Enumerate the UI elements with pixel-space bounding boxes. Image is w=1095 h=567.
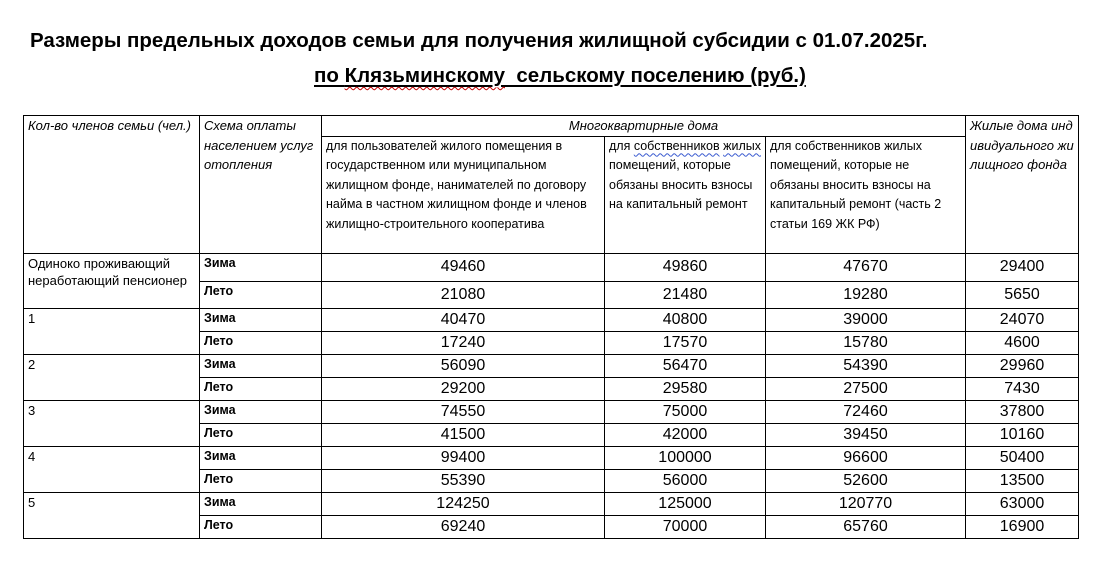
header-owners-obliged: для собственников жилых помещений, которые обязаны вносить взносы на капитальный ремонт: [605, 136, 766, 253]
table-row: [24, 446, 1079, 469]
value-cell: 27500: [766, 377, 966, 400]
subtitle-prefix: по: [314, 64, 345, 87]
season-cell: Лето: [200, 281, 322, 308]
header-row-1: [24, 116, 1079, 137]
value-cell: 17240: [322, 331, 605, 354]
value-cell: 54390: [766, 354, 966, 377]
value-cell: 65760: [766, 515, 966, 538]
value-cell: 120770: [766, 492, 966, 515]
value-cell: 17570: [605, 331, 766, 354]
value-cell: 41500: [322, 423, 605, 446]
value-cell: 15780: [766, 331, 966, 354]
value-cell: 125000: [605, 492, 766, 515]
value-cell: 49460: [322, 253, 605, 281]
table-row: [24, 492, 1079, 515]
value-cell: 56090: [322, 354, 605, 377]
table-row: [24, 308, 1079, 331]
season-cell: Зима: [200, 308, 322, 331]
value-cell: 21080: [322, 281, 605, 308]
page-title: Размеры предельных доходов семьи для получения жилищной субсидии с 01.07.2025г.: [30, 29, 928, 52]
value-cell: 13500: [966, 469, 1079, 492]
value-cell: 56000: [605, 469, 766, 492]
value-cell: 21480: [605, 281, 766, 308]
member-count-cell: Одиноко проживающий неработающий пенсионер: [24, 253, 200, 308]
value-cell: 40470: [322, 308, 605, 331]
value-cell: 50400: [966, 446, 1079, 469]
season-cell: Лето: [200, 331, 322, 354]
member-count-cell: 1: [24, 308, 200, 354]
header-scheme: Схема оплаты населением услуг отопления: [200, 116, 322, 254]
table-row: [24, 400, 1079, 423]
value-cell: 24070: [966, 308, 1079, 331]
value-cell: 29400: [966, 253, 1079, 281]
header-apartment-buildings: Многоквартирные дома: [322, 116, 966, 137]
value-cell: 7430: [966, 377, 1079, 400]
value-cell: 55390: [322, 469, 605, 492]
value-cell: 4600: [966, 331, 1079, 354]
value-cell: 10160: [966, 423, 1079, 446]
value-cell: 47670: [766, 253, 966, 281]
value-cell: 29200: [322, 377, 605, 400]
value-cell: 63000: [966, 492, 1079, 515]
table-row: [24, 354, 1079, 377]
value-cell: 5650: [966, 281, 1079, 308]
table-row: [24, 253, 1079, 281]
header-members: Кол-во членов семьи (чел.): [24, 116, 200, 254]
value-cell: 39450: [766, 423, 966, 446]
header-tenants: для пользователей жилого помещения в государственном или муниципальном жилищном фонде, нанимателей по договору найма в частном жилищном фонде и членов жилищно-строительного кооператива: [322, 136, 605, 253]
member-count-cell: 4: [24, 446, 200, 492]
season-cell: Зима: [200, 400, 322, 423]
value-cell: 19280: [766, 281, 966, 308]
member-count-cell: 5: [24, 492, 200, 538]
value-cell: 29960: [966, 354, 1079, 377]
value-cell: 100000: [605, 446, 766, 469]
season-cell: Лето: [200, 515, 322, 538]
season-cell: Лето: [200, 423, 322, 446]
subtitle-suffix: сельскому поселению (руб.): [505, 64, 806, 87]
value-cell: 29580: [605, 377, 766, 400]
member-count-cell: 3: [24, 400, 200, 446]
value-cell: 39000: [766, 308, 966, 331]
value-cell: 42000: [605, 423, 766, 446]
value-cell: 72460: [766, 400, 966, 423]
season-cell: Зима: [200, 253, 322, 281]
member-count-cell: 2: [24, 354, 200, 400]
value-cell: 16900: [966, 515, 1079, 538]
value-cell: 69240: [322, 515, 605, 538]
value-cell: 96600: [766, 446, 966, 469]
value-cell: 40800: [605, 308, 766, 331]
value-cell: 75000: [605, 400, 766, 423]
value-cell: 49860: [605, 253, 766, 281]
value-cell: 52600: [766, 469, 966, 492]
season-cell: Зима: [200, 446, 322, 469]
season-cell: Зима: [200, 492, 322, 515]
header-owners-not-obliged: для собственников жилых помещений, которые не обязаны вносить взносы на капитальный ремонт (часть 2 статьи 169 ЖК РФ): [766, 136, 966, 253]
season-cell: Лето: [200, 469, 322, 492]
value-cell: 124250: [322, 492, 605, 515]
season-cell: Лето: [200, 377, 322, 400]
value-cell: 70000: [605, 515, 766, 538]
page-subtitle: [314, 64, 806, 88]
header-individual-houses: Жилые дома индивидуального жилищного фонда: [966, 116, 1079, 254]
season-cell: Зима: [200, 354, 322, 377]
income-limits-table: [23, 115, 1079, 539]
subtitle-settlement-name: Клязьминскому: [344, 64, 505, 87]
value-cell: 37800: [966, 400, 1079, 423]
value-cell: 74550: [322, 400, 605, 423]
value-cell: 99400: [322, 446, 605, 469]
value-cell: 56470: [605, 354, 766, 377]
